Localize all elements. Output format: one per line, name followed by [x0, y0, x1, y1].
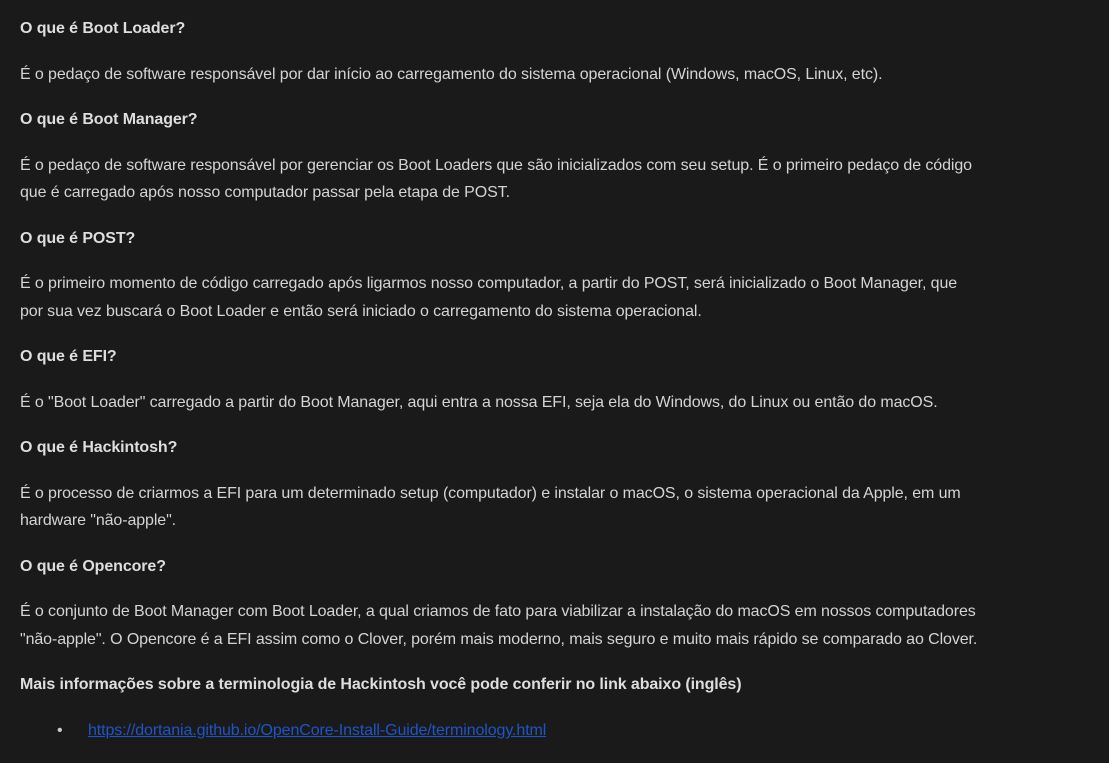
answer-opencore [20, 598, 1089, 653]
answer-line: É o pedaço de software responsável por gerenciar os Boot Loaders que são inicializados com seu setup. É o primeiro pedaço de código [20, 156, 972, 174]
question-heading-opencore: O que é Opencore? [20, 557, 166, 575]
answer-line: É o "Boot Loader" carregado a partir do Boot Manager, aqui entra a nossa EFI, seja ela do Windows, do Linux ou então do macOS. [20, 393, 938, 411]
answer-line: É o conjunto de Boot Manager com Boot Loader, a qual criamos de fato para viabilizar a instalação do macOS em nossos computadores [20, 603, 976, 620]
answer-line: É o primeiro momento de código carregado após ligarmos nosso computador, a partir do POST, será inicializado o Boot Manager, que [20, 275, 958, 292]
question-heading-boot-manager: O que é Boot Manager? [20, 111, 198, 128]
answer-post [20, 270, 1089, 325]
list-item [57, 717, 1089, 745]
answer-line: hardware "não-apple". [20, 512, 177, 529]
answer-line: É o processo de criarmos a EFI para um determinado setup (computador) e instalar o macOS, o sistema operacional da Apple, em um [20, 484, 961, 502]
answer-line: É o pedaço de software responsável por dar início ao carregamento do sistema operacional (Windows, macOS, Linux, etc). [20, 65, 883, 83]
question-heading-hackintosh: O que é Hackintosh? [20, 439, 178, 456]
link-list [20, 717, 1089, 745]
answer-hackintosh [20, 480, 1089, 535]
answer-boot-loader [20, 61, 1089, 89]
answer-line: que é carregado após nosso computador passar pela etapa de POST. [20, 184, 510, 201]
answer-boot-manager [20, 152, 1089, 207]
bullet-icon: • [57, 721, 63, 739]
question-heading-efi: O que é EFI? [20, 348, 117, 365]
terminology-document [20, 15, 1089, 744]
more-info-note: Mais informações sobre a terminologia de Hackintosh você pode conferir no link abaixo (inglês) [20, 676, 742, 693]
question-heading-post: O que é POST? [20, 229, 136, 247]
answer-line: por sua vez buscará o Boot Loader e então será iniciado o carregamento do sistema operacional. [20, 302, 702, 320]
question-heading-boot-loader: O que é Boot Loader? [20, 20, 186, 37]
answer-line: "não-apple". O Opencore é a EFI assim como o Clover, porém mais moderno, mais seguro e muito mais rápido se comparado ao Clover. [20, 630, 978, 648]
terminology-link[interactable]: https://dortania.github.io/OpenCore-Install-Guide/terminology.html [88, 721, 547, 739]
answer-efi [20, 389, 1089, 417]
